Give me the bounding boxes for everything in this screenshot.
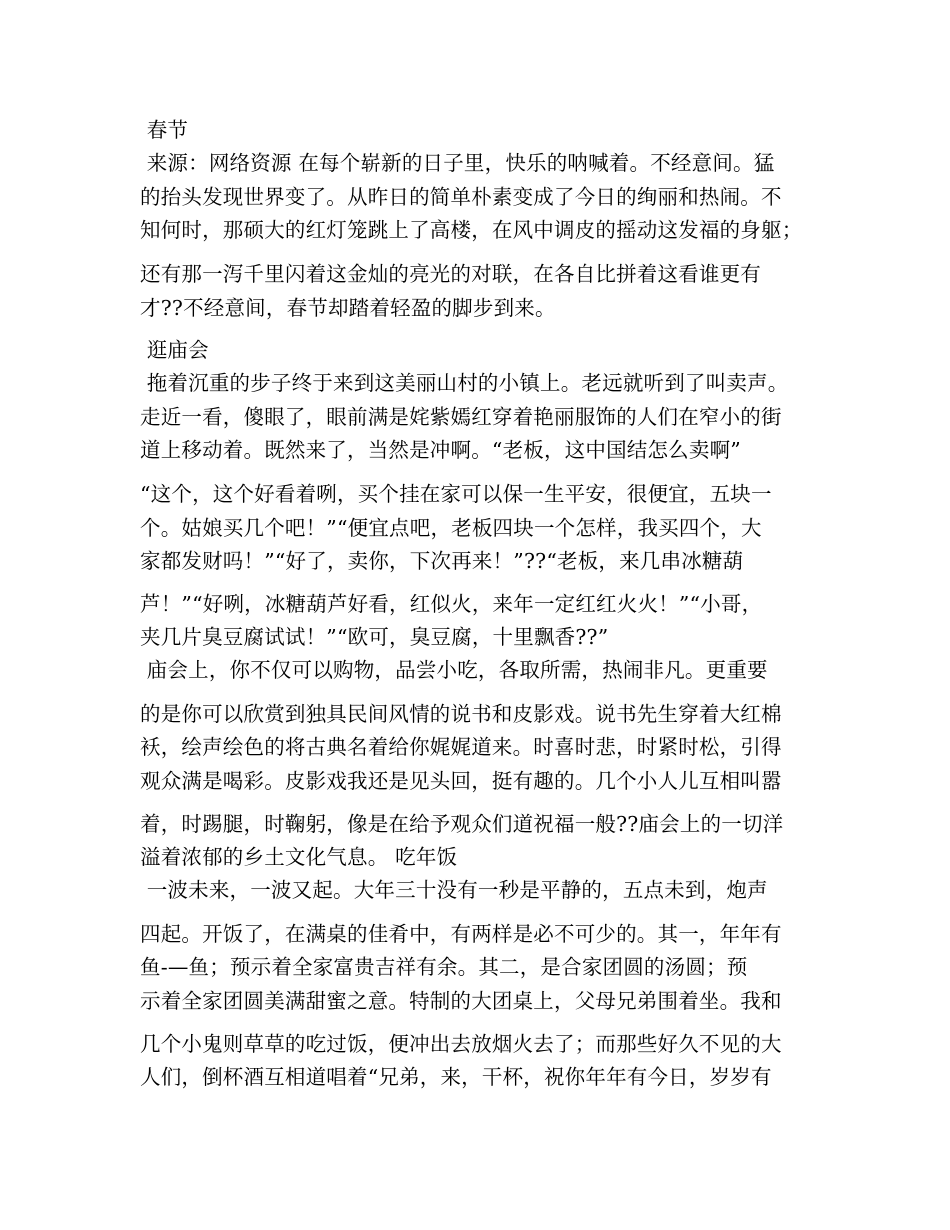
text-line: 还有那一泻千里闪着这金灿的亮光的对联，在各自比拼着这看谁更有 <box>140 262 761 286</box>
text-line: 四起。开饭了，在满桌的佳肴中，有两样是必不可少的。其一，年年有 <box>140 922 782 946</box>
text-line: 鱼-—鱼；预示着全家富贵吉祥有余。其二，是合家团圆的汤圆；预 <box>140 955 748 979</box>
text-line: 人们，倒杯酒互相道唱着“兄弟，来，干杯，祝你年年有今日，岁岁有 <box>140 1065 772 1089</box>
text-line: 个。姑娘买几个吧！”“便宜点吧，老板四块一个怎样，我买四个，大 <box>140 516 762 540</box>
section-heading-temple-fair: 逛庙会 <box>140 338 209 362</box>
text-line: 几个小鬼则草草的吃过饭，便冲出去放烟火去了；而那些好久不见的大 <box>140 1032 782 1056</box>
text-line: 溢着浓郁的乡土文化气息。 吃年饭 <box>140 845 458 869</box>
text-line: 观众满是喝彩。皮影戏我还是见头回，挺有趣的。几个小人儿互相叫嚣 <box>140 769 782 793</box>
text-line: 庙会上，你不仅可以购物，品尝小吃，各取所需，热闹非凡。更重要 <box>140 658 768 682</box>
text-line: 知何时，那硕大的红灯笼跳上了高楼，在风中调皮的摇动这发福的身躯； <box>140 218 803 242</box>
text-line: 袄，绘声绘色的将古典名着给你娓娓道来。时喜时悲，时紧时松，引得 <box>140 735 782 759</box>
text-line: 示着全家团圆美满甜蜜之意。特制的大团桌上，父母兄弟围着坐。我和 <box>140 989 782 1013</box>
text-line: 走近一看，傻眼了，眼前满是姹紫嫣红穿着艳丽服饰的人们在窄小的街 <box>140 405 782 429</box>
text-line: 家都发财吗！”“好了，卖你，下次再来！”??“老板，来几串冰糖葫 <box>140 549 744 573</box>
text-line: 来源：网络资源 在每个崭新的日子里，快乐的呐喊着。不经意间。猛 <box>140 151 775 175</box>
text-line: 着，时踢腿，时鞠躬，像是在给予观众们道祝福一般??庙会上的一切洋 <box>140 812 784 836</box>
section-heading-spring-festival: 春节 <box>140 118 189 142</box>
text-line: “这个，这个好看着咧，买个挂在家可以保一生平安，很便宜，五块一 <box>140 482 772 506</box>
text-line: 一波未来，一波又起。大年三十没有一秒是平静的，五点未到，炮声 <box>140 878 768 902</box>
text-line: 才??不经意间，春节却踏着轻盈的脚步到来。 <box>140 296 556 320</box>
text-line: 的是你可以欣赏到独具民间风情的说书和皮影戏。说书先生穿着大红棉 <box>140 702 782 726</box>
text-line: 的抬头发现世界变了。从昨日的简单朴素变成了今日的绚丽和热闹。不 <box>140 185 782 209</box>
text-line: 拖着沉重的步子终于来到这美丽山村的小镇上。老远就听到了叫卖声。 <box>140 371 789 395</box>
text-line: 芦！”“好咧，冰糖葫芦好看，红似火，来年一定红红火火！”“小哥， <box>140 592 763 616</box>
text-line: 道上移动着。既然来了，当然是冲啊。“老板，这中国结怎么卖啊” <box>140 438 741 462</box>
text-line: 夹几片臭豆腐试试！”“欧可，臭豆腐，十里飘香??” <box>140 625 609 649</box>
